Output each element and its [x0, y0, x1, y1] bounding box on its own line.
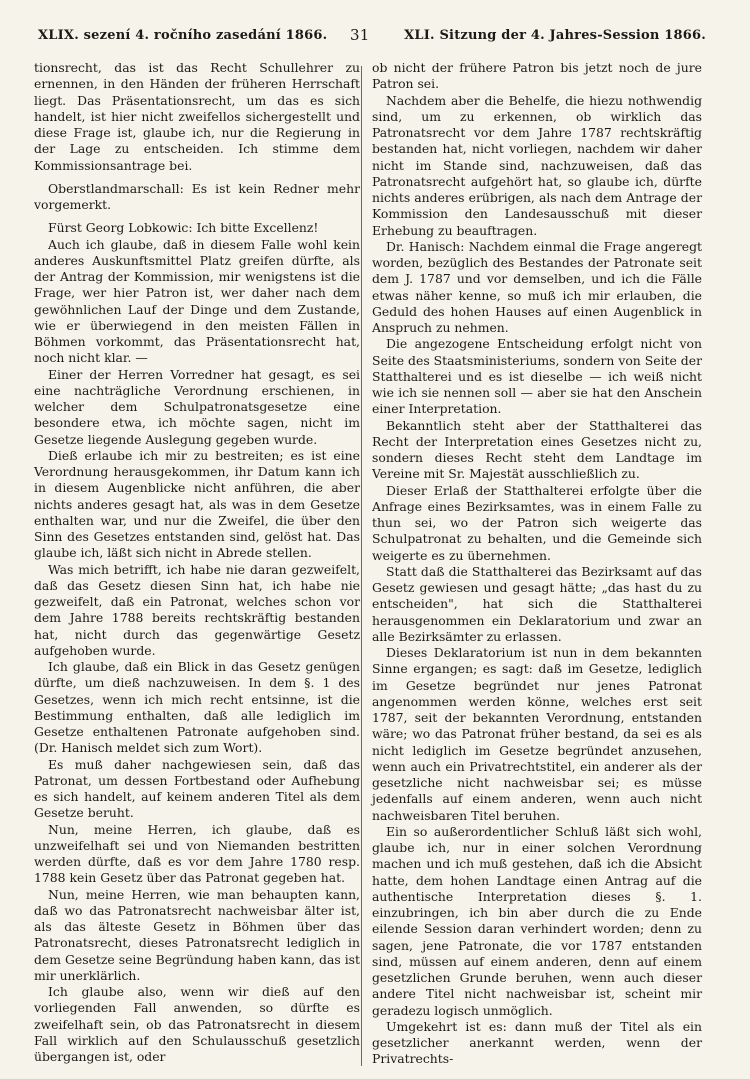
paragraph: Einer der Herren Vorredner hat gesagt, es sei eine nachträgliche Verordnung erschienen, in welcher dem Schulpatronatsgesetze eine besondere etwa, ich möchte sagen, nicht im Gesetze liegende Auslegung gegeben wurde.	[34, 366, 360, 447]
paragraph: ob nicht der frühere Patron bis jetzt noch de jure Patron sei.	[372, 60, 702, 92]
paragraph: Was mich betrifft, ich habe nie daran gezweifelt, daß das Gesetz diesen Sinn hat, ich habe nie gezweifelt, daß ein Patronat, welches schon vor dem Jahre 1788 bereits rechtskräftig bestanden hat, nicht durch das gegenwärtige Gesetz aufgehoben wurde.	[34, 561, 360, 658]
paragraph: Dieses Deklaratorium ist nun in dem bekannten Sinne ergangen; es sagt: daß im Gesetze, lediglich im Gesetze begründet nur jenes Patronat angenommen werden könne, welches erst seit 1787, seit der bekannten Verordnung, entstanden wäre; wo das Patronat früher bestand, da sei es als nicht lediglich im Gesetze begründet anzusehen, wenn auch ein Privatrechtstitel, ein anderer als der gesetzliche nicht nachweisbar sei; es müsse jedenfalls auf einem anderen, wenn auch nicht nachweisbaren Titel beruhen.	[372, 645, 702, 823]
paragraph: Oberstlandmarschall: Es ist kein Redner mehr vorgemerkt.	[34, 180, 360, 212]
paragraph: Nun, meine Herren, ich glaube, daß es unzweifelhaft sei und von Niemanden bestritten werden dürfte, daß es vor dem Jahre 1780 resp. 1788 kein Gesetz über das Patronat gegeben hat.	[34, 821, 360, 886]
paragraph: Ein so außerordentlicher Schluß läßt sich wohl, glaube ich, nur in einer solchen Verordnung machen und ich muß gestehen, daß ich die Absicht hatte, dem hohen Landtage einen Antrag auf die authentische Interpretation dieses §. 1. einzubringen, ich bin aber durch die zu Ende eilende Session daran verhindert worden; denn zu sagen, jene Patronate, die vor 1787 entstanden sind, müssen auf einem anderen, denn auf einem gesetzlichen Grunde beruhen, wenn auch dieser andere Titel nicht nachweisbar ist, scheint mir geradezu logisch unmöglich.	[372, 823, 702, 1018]
paragraph: Bekanntlich steht aber der Statthalterei das Recht der Interpretation eines Gesetzes nicht zu, sondern dieses Recht steht dem Landtage im Vereine mit Sr. Majestät ausschließlich zu.	[372, 417, 702, 482]
paragraph: Statt daß die Statthalterei das Bezirksamt auf das Gesetz gewiesen und gesagt hätte; „das hast du zu entscheiden", hat sich die Statthalterei herausgenommen ein Deklaratorium und zwar an alle Bezirksämter zu erlassen.	[372, 563, 702, 644]
paragraph: Ich glaube, daß ein Blick in das Gesetz genügen dürfte, um dieß nachzuweisen. In dem §. 1 des Gesetzes, wenn ich mich recht entsinne, ist die Bestimmung enthalten, daß alle lediglich im Gesetze enthaltenen Patronate aufgehoben sind. (Dr. Hanisch meldet sich zum Wort).	[34, 659, 360, 756]
left-column	[34, 60, 360, 1065]
header-german-session: XLI. Sitzung der 4. Jahres-Session 1866.	[404, 28, 706, 43]
page-number: 31	[350, 26, 370, 44]
paragraph: Auch ich glaube, daß in diesem Falle wohl kein anderes Auskunftsmittel Platz greifen dürfte, als der Antrag der Kommission, mir wenigstens ist die Frage, wer hier Patron ist, wer daher nach dem gewöhnlichen Lauf der Dinge und dem Zustande, wie er überwiegend in den meisten Fällen in Böhmen vorkommt, das Präsentationsrecht hat, noch nicht klar. —	[34, 236, 360, 366]
paragraph: tionsrecht, das ist das Recht Schullehrer zu ernennen, in den Händen der früheren Herrschaft liegt. Das Präsentationsrecht, um das es sich handelt, ist hier nicht zweifellos sichergestellt und diese Frage ist, glaube ich, nur die Regierung in der Lage zu entscheiden. Ich stimme dem Kommissionsantrage bei.	[34, 60, 360, 173]
header-czech-session: XLIX. sezení 4. ročního zasedání 1866.	[38, 28, 328, 43]
paragraph: Fürst Georg Lobkowic: Ich bitte Excellenz!	[48, 220, 319, 236]
right-column	[372, 60, 702, 1068]
paragraph: Dieß erlaube ich mir zu bestreiten; es ist eine Verordnung herausgekommen, ihr Datum kann ich in diesem Augenblicke nicht anführen, die aber nichts anderes gesagt hat, als was in dem Gesetze enthalten war, und nur die Zweifel, die über den Sinn des Gesetzes entstanden sind, gelöst hat. Das glaube ich, läßt sich nicht in Abrede stellen.	[34, 447, 360, 561]
paragraph: Dieser Erlaß der Statthalterei erfolgte über die Anfrage eines Bezirksamtes, was in einem Falle zu thun sei, wo der Patron sich weigerte das Schulpatronat zu behalten, und die Gemeinde sich weigerte es zu übernehmen.	[372, 482, 702, 563]
paragraph: Nun, meine Herren, wie man behaupten kann, daß wo das Patronatsrecht nachweisbar älter ist, als das älteste Gesetz in Böhmen über das Patronatsrecht, dieses Patronatsrecht lediglich in dem Gesetze seine Begründung haben kann, das ist mir unerklärlich.	[34, 886, 360, 983]
paragraph: Die angezogene Entscheidung erfolgt nicht von Seite des Staatsministeriums, sondern von Seite der Statthalterei und es ist dieselbe — ich weiß nicht wie ich sie nennen soll — aber sie hat den Anschein einer Interpretation.	[372, 336, 702, 417]
column-divider	[361, 66, 362, 1066]
page-header	[38, 28, 706, 52]
paragraph: Dr. Hanisch: Nachdem einmal die Frage angeregt worden, bezüglich des Bestandes der Patronate seit dem J. 1787 und vor demselben, und ich die Fälle etwas näher kenne, so muß ich mir erlauben, die Geduld des hohen Hauses auf einen Augenblick in Anspruch zu nehmen.	[372, 238, 702, 335]
paragraph: Es muß daher nachgewiesen sein, daß das Patronat, um dessen Fortbestand oder Aufhebung es sich handelt, auf keinem anderen Titel als dem Gesetze beruht.	[34, 756, 360, 821]
paragraph: Ich glaube also, wenn wir dieß auf den vorliegenden Fall anwenden, so dürfte es zweifelhaft sein, ob das Patronatsrecht in diesem Fall wirklich auf den Schulausschuß gesetzlich übergangen ist, oder	[34, 984, 360, 1064]
paragraph: Nachdem aber die Behelfe, die hiezu nothwendig sind, um zu erkennen, ob wirklich das Patronatsrecht vor dem Jahre 1787 rechtskräftig bestanden hat, nicht vorliegen, nachdem wir daher nicht im Stande sind, nachzuweisen, daß das Patronatsrecht aufgehört hat, so glaube ich, dürfte nichts anderes erübrigen, als nach dem Antrage der Kommission den Landesausschuß mit dieser Erhebung zu beauftragen.	[372, 92, 702, 238]
paragraph: Umgekehrt ist es: dann muß der Titel als ein gesetzlicher anerkannt werden, wenn der Privatrechts-	[372, 1018, 702, 1067]
